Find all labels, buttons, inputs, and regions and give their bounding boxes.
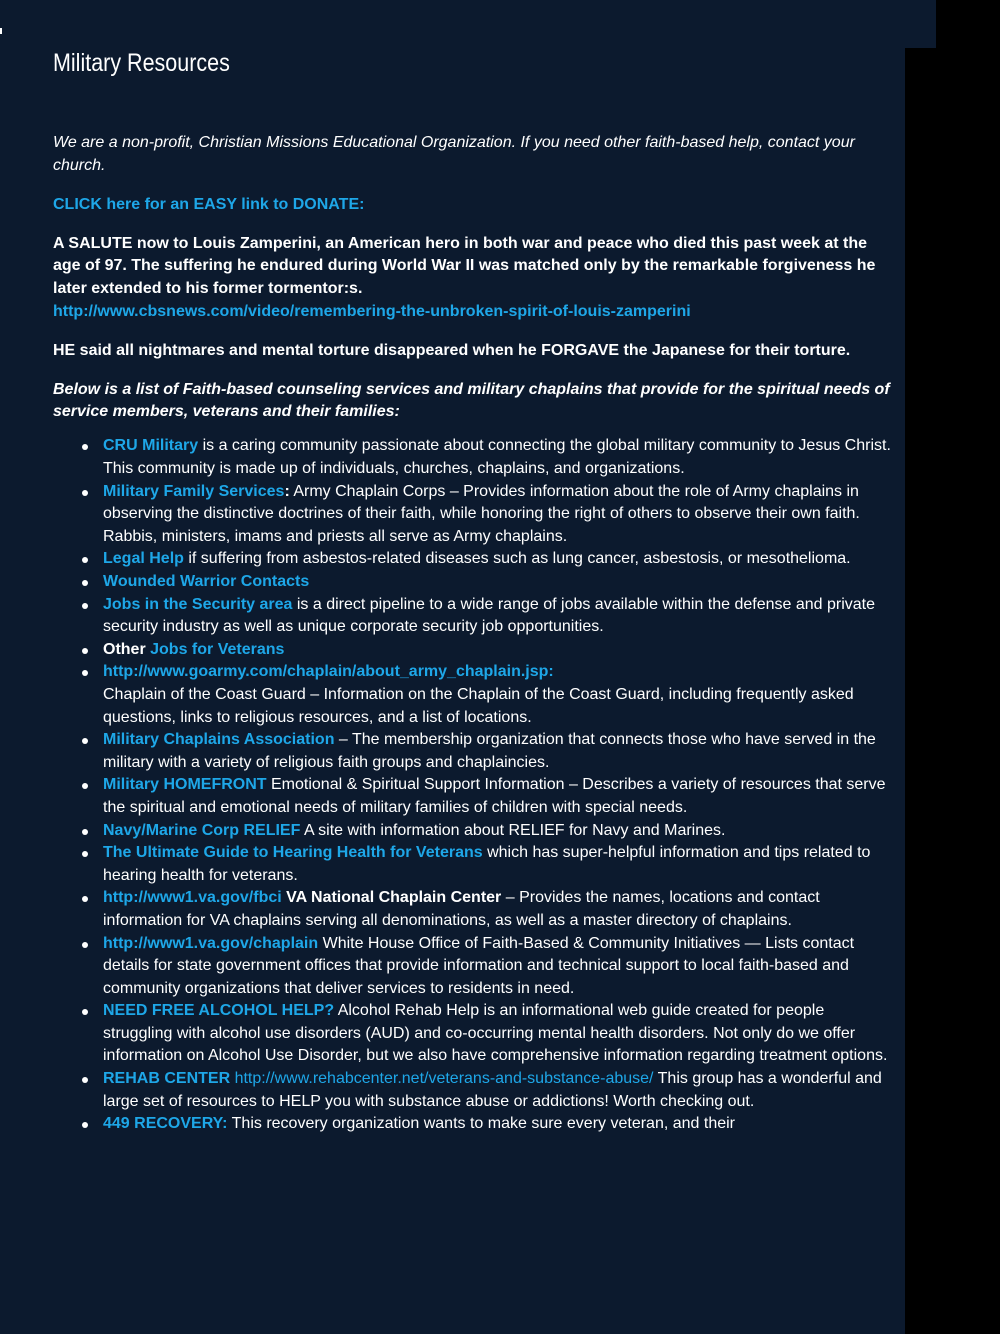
military-chaplains-association-link[interactable]: Military Chaplains Association xyxy=(103,731,335,749)
list-item xyxy=(103,887,893,932)
salute-text: A SALUTE now to Louis Zamperini, an American hero in both war and peace who died this past week at the age of 97. The suffering he endured during World War II was matched only by the remarkable forgiveness he later extended to his former tormentor:s. xyxy=(53,234,876,297)
donate-paragraph xyxy=(53,194,893,217)
jobs-for-veterans-link[interactable]: Jobs for Veterans xyxy=(150,640,285,658)
list-item xyxy=(103,1068,893,1113)
list-item-text: This group has a wonderful and large set of resources to HELP you with substance abuse or addictions! Worth checking out. xyxy=(103,1070,882,1110)
list-intro-paragraph: Below is a list of Faith-based counseling services and military chaplains that provide for the spiritual needs of service members, veterans and their families: xyxy=(53,380,890,421)
list-item-text: Emotional & Spiritual Support Information – Describes a variety of resources that serve the spiritual and emotional needs of military families of children with special needs. xyxy=(103,776,886,816)
list-item xyxy=(103,548,893,571)
list-item-text: which has super-helpful information and tips related to hearing health for veterans. xyxy=(103,844,871,884)
salute-paragraph xyxy=(53,233,893,323)
list-item-text: Army Chaplain Corps – Provides information about the role of Army chaplains in observing the distinctive doctrines of their faith, while honoring the right of others to observe their own faith. Rabbis, ministers, imams and priests all serve as Army chaplains. xyxy=(103,482,860,545)
rehab-center-link[interactable]: REHAB CENTER xyxy=(103,1070,231,1088)
list-item xyxy=(103,571,893,594)
list-item xyxy=(103,661,893,729)
donate-link[interactable]: CLICK here for an EASY link to DONATE: xyxy=(53,195,365,213)
list-item-text: This recovery organization wants to make sure every veteran, and their xyxy=(227,1115,735,1133)
list-item xyxy=(103,639,893,662)
list-item-prefix: Other xyxy=(103,640,151,658)
list-item xyxy=(103,774,893,819)
edge-marker xyxy=(0,28,2,34)
resource-list xyxy=(53,435,893,1135)
list-item xyxy=(103,729,893,774)
goarmy-chaplain-link[interactable]: http://www.goarmy.com/chaplain/about_army_chaplain.jsp: xyxy=(103,663,554,681)
list-item xyxy=(103,820,893,843)
list-item-text: Chaplain of the Coast Guard – Information on the Chaplain of the Coast Guard, including frequently asked questions, links to religious resources, and a list of locations. xyxy=(103,685,854,726)
article-body xyxy=(53,132,893,1136)
list-item-text: White House Office of Faith-Based & Community Initiatives — Lists contact details for state government offices that provide information and technical support to local faith-based and community organizations that deliver services to residents in need. xyxy=(103,934,855,997)
military-homefront-link[interactable]: Military HOMEFRONT xyxy=(103,776,267,794)
forgave-paragraph: HE said all nightmares and mental torture disappeared when he FORGAVE the Japanese for their torture. xyxy=(53,341,851,359)
list-item-bold-suffix: VA National Chaplain Center xyxy=(281,889,502,907)
list-item-bold-suffix: : xyxy=(284,482,290,500)
list-item xyxy=(103,481,893,549)
navy-marine-relief-link[interactable]: Navy/Marine Corp RELIEF xyxy=(103,821,301,839)
va-chaplain-link[interactable]: http://www1.va.gov/chaplain xyxy=(103,934,319,952)
list-item-text: is a caring community passionate about connecting the global military community to Jesus Christ. This community is made up of individuals, churches, chaplains, and organizations. xyxy=(103,437,891,478)
intro-paragraph: We are a non-profit, Christian Missions Educational Organization. If you need other faith-based help, contact your church. xyxy=(53,134,855,174)
list-item-text: A site with information about RELIEF for Navy and Marines. xyxy=(300,821,726,839)
list-item-text: – Provides the names, locations and contact information for VA chaplains serving all denominations, as well as a master directory of chaplains. xyxy=(103,889,820,929)
cru-military-link[interactable]: CRU Military xyxy=(103,437,199,455)
list-item-text: if suffering from asbestos-related diseases such as lung cancer, asbestosis, or mesothelioma. xyxy=(183,550,851,568)
list-item xyxy=(103,933,893,1001)
wounded-warrior-link[interactable]: Wounded Warrior Contacts xyxy=(103,573,310,590)
list-item xyxy=(103,842,893,887)
security-jobs-link[interactable]: Jobs in the Security area xyxy=(103,595,293,613)
list-item xyxy=(103,435,893,480)
va-fbci-link[interactable]: http://www1.va.gov/fbci xyxy=(103,889,282,907)
list-item-text: Alcohol Rehab Help is an informational web guide created for people struggling with alcohol use disorders (AUD) and co-occurring mental health disorders. Not only do we offer information on Alcohol Use Disorder, but we also have comprehensive information regarding treatment options. xyxy=(103,1002,888,1065)
page-title: Military Resources xyxy=(53,49,230,77)
hearing-health-guide-link[interactable]: The Ultimate Guide to Hearing Health for Veterans xyxy=(103,844,483,862)
cbs-news-link[interactable]: http://www.cbsnews.com/video/remembering-the-unbroken-spirit-of-louis-zamperini xyxy=(53,302,691,320)
military-family-services-link[interactable]: Military Family Services xyxy=(103,482,285,500)
list-item xyxy=(103,1113,893,1136)
legal-help-link[interactable]: Legal Help xyxy=(103,550,184,568)
list-item-text: – The membership organization that connects those who have served in the military with a variety of religious faith groups and chaplaincies. xyxy=(103,731,876,771)
list-item xyxy=(103,1000,893,1068)
recovery-449-link[interactable]: 449 RECOVERY: xyxy=(103,1115,228,1133)
rehab-center-url-link[interactable]: http://www.rehabcenter.net/veterans-and-substance-abuse/ xyxy=(230,1070,654,1088)
alcohol-help-link[interactable]: NEED FREE ALCOHOL HELP? xyxy=(103,1002,335,1020)
list-item xyxy=(103,594,893,639)
list-item-text: is a direct pipeline to a wide range of jobs available within the defense and private security industry as well as unique corporate security job opportunities. xyxy=(103,595,875,636)
